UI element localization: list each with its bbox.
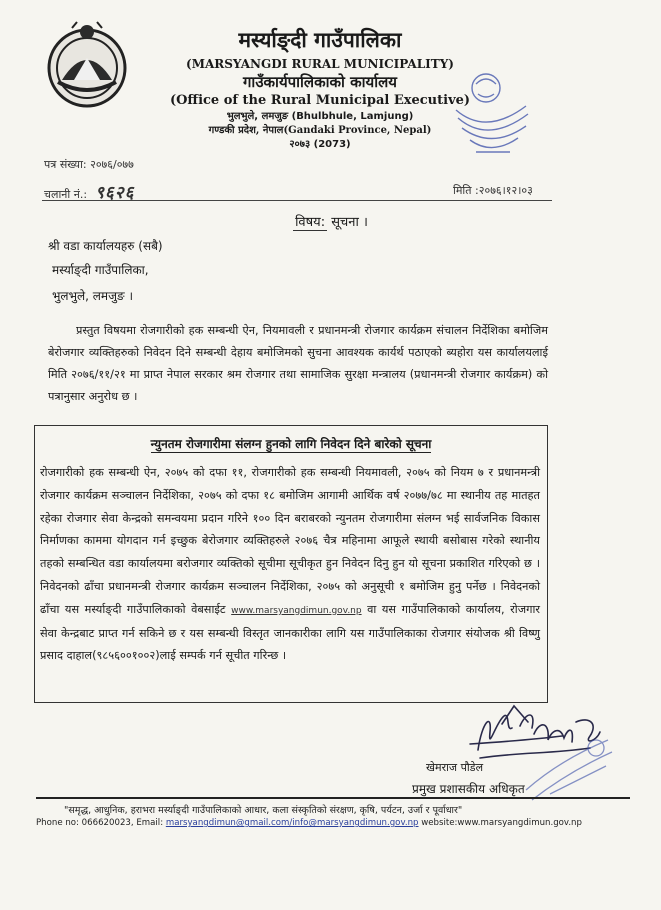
official-stamp-icon (520, 730, 615, 805)
subject-label: विषय: (295, 215, 326, 230)
municipality-name-en: (MARSYANGDI RURAL MUNICIPALITY) (186, 57, 454, 71)
office-name-en: (Office of the Rural Municipal Executive) (169, 93, 471, 108)
municipality-name-np: मर्स्याङ्दी गाउँपालिका (238, 28, 402, 52)
header-divider (42, 200, 552, 201)
office-province: गण्डकी प्रदेश, नेपाल(Gandaki Province, Nepal) (208, 125, 432, 136)
office-seal-icon (452, 66, 530, 162)
footer-phone: Phone no: 066620023, Email: (36, 818, 164, 828)
footer-website[interactable]: website:www.marsyangdimun.gov.np (421, 818, 582, 828)
subject-text: सूचना । (331, 215, 368, 230)
subject-line (0, 212, 661, 230)
footer-slogan: "समृद्ध, आधुनिक, हराभरा मर्स्याङ्दी गाउँपालिकाको आधार, कला संस्कृतिको संरक्षण, कृषि, पर्यटन, उर्जा र पूर्वाधार" (64, 805, 463, 816)
notice-body (40, 462, 540, 668)
notice-title (34, 435, 548, 452)
letter-reference-number: पत्र संख्या: २०७६/०७७ (44, 158, 134, 171)
footer-contact (36, 818, 582, 828)
body-paragraph: प्रस्तुत विषयमा रोजगारीको हक सम्बन्धी ऐन, नियमावली र प्रधानमन्त्री रोजगार कार्यक्रम संचालन निर्देशिका बमोजिम बेरोजगार व्यक्तिहरुको निवेदन दिने सम्बन्धी देहाय बमोजिमको सुचना आवश्यक कार्यर्थ पठाएको ब्यहोरा यस कार्यालयलाई मिति २०७६/११/२१ मा प्राप्त नेपाल सरकार श्रम रोजगार तथा सामाजिक सुरक्षा मन्त्रालय (प्रधानमन्त्री रोजगार कार्यक्रम) को पत्रानुसार अनुरोध छ । (48, 324, 548, 403)
notice-title-text: न्युनतम रोजगारीमा संलग्न हुनको लागि निवेदन दिने बारेको सूचना (150, 437, 432, 451)
notice-body-part1: रोजगारीको हक सम्बन्धी ऐन, २०७५ को दफा ११, रोजगारीको हक सम्बन्धी नियमावली, २०७५ को नियम ७ र प्रधानमन्त्री रोजगार कार्यक्रम सञ्चालन निर्देशिका, २०७५ को दफा १८ बमोजिम आगामी आर्थिक वर्ष २०७७/७८ मा स्थानीय तह मातहत रहेका रोजगार सेवा केन्द्रको समन्वयमा प्रदान गरिने १०० दिन बराबरको न्युनतम रोजगारीमा संलग्न भई सार्वजनिक विकास निर्माणका काममा योगदान गर्न इच्छुक बेरोजगार व्यक्तिहरुले २०७६ चैत्र महिनामा आफूले स्थायी बसोबास गरेको स्थानीय तहको सम्बन्धित वडा कार्यालयमा बरोजगार व्यक्तिको सूचीमा सूचीकृत हुन निवेदन दिनु हुन यो सूचना प्रकाशित गरिएको छ । निवेदनको ढाँचा प्रधानमन्त्री रोजगार कार्यक्रम सञ्चालन निर्देशिका, २०७५ को अनुसूची १ बमोजिम हुनु पर्नेछ । निवेदनको ढाँचा यस मर्स्याङ्दी गाउँपालिकाको वेबसाईट (40, 466, 540, 616)
recipient-line-1: श्री वडा कार्यालयहरु (सबै) (48, 239, 163, 253)
footer-divider (36, 797, 630, 799)
letter-date: मिति :२०७६।१२।०३ (453, 184, 533, 197)
office-name-np: गाउँकार्यपालिकाको कार्यालय (242, 73, 397, 91)
signatory-title: प्रमुख प्रशासकीय अधिकृत (412, 782, 525, 796)
recipient-line-3: भुलभुले, लमजुङ । (52, 289, 133, 303)
office-location: भुलभुले, लमजुङ (Bhulbhule, Lamjung) (226, 111, 414, 122)
recipient-line-2: मर्स्याङ्दी गाउँपालिका, (52, 263, 149, 277)
dispatch-label: चलानी नं.: (44, 188, 88, 201)
established-year: २०७३ (2073) (289, 139, 351, 150)
notice-website-link[interactable]: www.marsyangdimun.gov.np (231, 605, 362, 616)
signatory-name: खेमराज पौडेल (426, 761, 484, 774)
footer-email-link[interactable]: marsyangdimun@gmail.com/info@marsyangdimun.gov.np (165, 818, 419, 828)
nepal-government-emblem-icon (44, 20, 130, 110)
dispatch-number-value: ९६२६ (95, 183, 135, 203)
notice-body-part2: वा यस गाउँपालिकाको कार्यालय, रोजगार सेवा केन्द्रबाट प्राप्त गर्न सकिने छ र यस सम्बन्धी विस्तृत जानकारीका लागि यस गाउँपालिकाका रोजगार संयोजक श्री विष्णु प्रसाद दाहाल(९८५६००१००२)लाई सम्पर्क गर्न सूचीत गरिन्छ । (40, 602, 541, 663)
